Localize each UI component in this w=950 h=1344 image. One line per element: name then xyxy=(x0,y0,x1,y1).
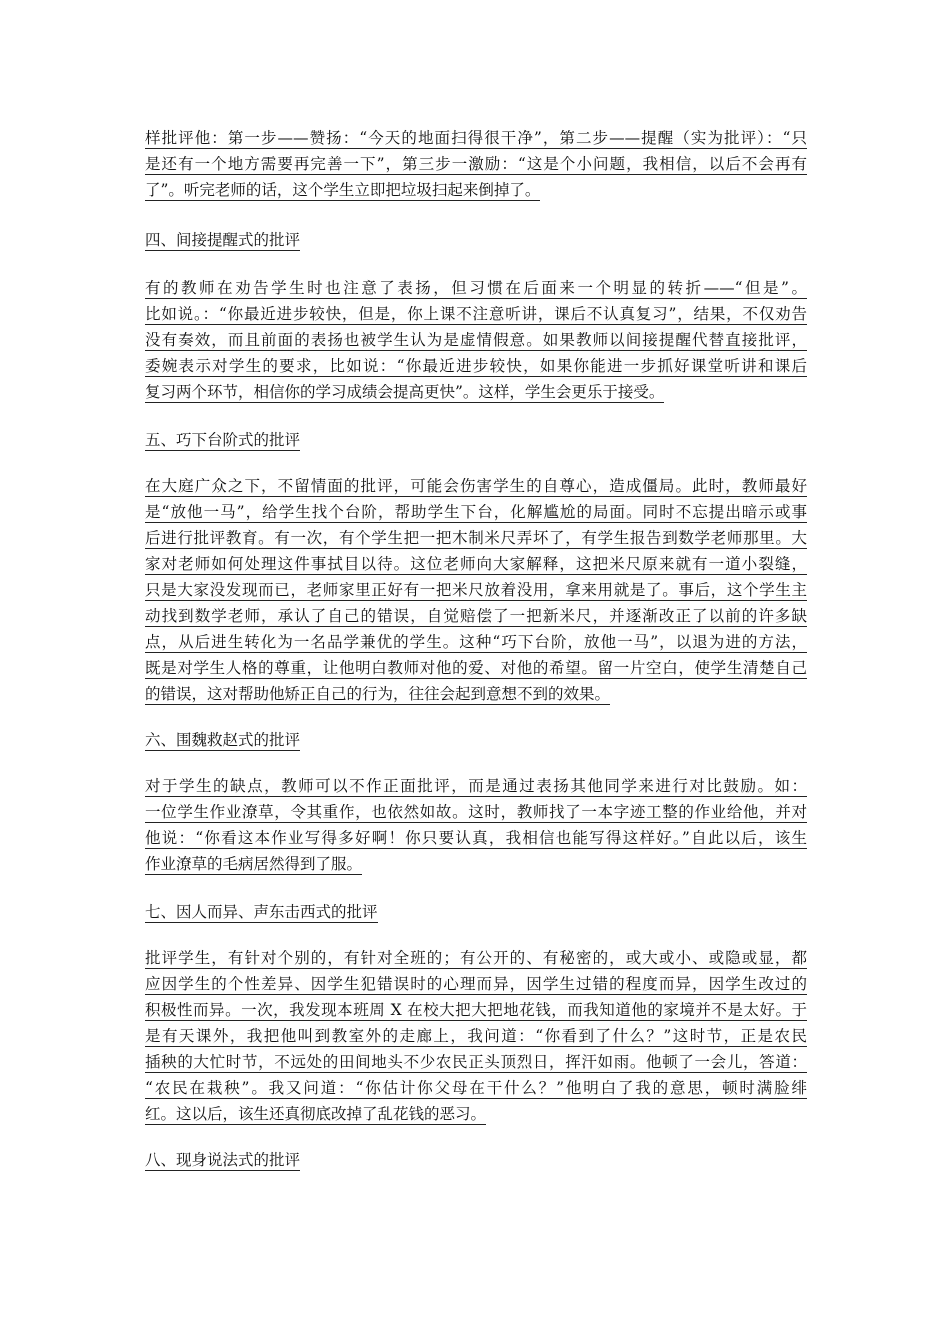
text-line: 批评学生，有针对个别的，有针对全班的；有公开的、有秘密的，或大或小、或隐或显，都 xyxy=(145,949,807,967)
text-line: “农民在栽秧”。我又问道：“你估计你父母在干什么？”他明白了我的意思，顿时满脸绯 xyxy=(145,1079,807,1097)
text-line: 样批评他：第一步——赞扬：“今天的地面扫得很干净”，第二步——提醒（实为批评）：“只 xyxy=(145,129,807,147)
paragraph-1 xyxy=(145,126,807,204)
section-heading-8: 八、现身说法式的批评 xyxy=(145,1151,301,1169)
text-line: 是“放他一马”，给学生找个台阶，帮助学生下台，化解尴尬的局面。同时不忘提出暗示或事 xyxy=(145,503,807,521)
text-line: 对于学生的缺点，教师可以不作正面批评，而是通过表扬其他同学来进行对比鼓励。如： xyxy=(145,777,807,795)
text-line: 复习两个环节，相信你的学习成绩会提高更快”。这样，学生会更乐于接受。 xyxy=(145,383,665,401)
section-heading-4: 四、间接提醒式的批评 xyxy=(145,231,301,249)
text-line: 是还有一个地方需要再完善一下”，第三步一激励：“这是个小问题，我相信，以后不会再有 xyxy=(145,155,807,173)
text-line: 的错误，这对帮助他矫正自己的行为，往往会起到意想不到的效果。 xyxy=(145,685,611,703)
text-line: 只是大家没发现而已，老师家里正好有一把米尺放着没用，拿来用就是了。事后，这个学生主 xyxy=(145,581,807,599)
paragraph-3 xyxy=(145,474,807,708)
text-line: 插秧的大忙时节，不远处的田间地头不少农民正头顶烈日，挥汗如雨。他顿了一会儿，答道： xyxy=(145,1053,807,1071)
text-line: 红。这以后，该生还真彻底改掉了乱花钱的恶习。 xyxy=(145,1105,487,1123)
paragraph-4 xyxy=(145,774,807,878)
paragraph-5 xyxy=(145,946,807,1128)
paragraph-2 xyxy=(145,276,807,406)
section-heading-7: 七、因人而异、声东击西式的批评 xyxy=(145,903,378,921)
text-line: 有的教师在劝告学生时也注意了表扬，但习惯在后面来一个明显的转折——“但是”。 xyxy=(145,279,807,297)
text-line: 是有天课外，我把他叫到教室外的走廊上，我问道：“你看到了什么？”这时节，正是农民 xyxy=(145,1027,807,1045)
text-line: 后进行批评教育。有一次，有个学生把一把木制米尺弄坏了，有学生报告到数学老师那里。大 xyxy=(145,529,807,547)
text-line: 了”。听完老师的话，这个学生立即把垃圾扫起来倒掉了。 xyxy=(145,181,541,199)
text-line: 积极性而异。一次，我发现本班周 X 在校大把大把地花钱，而我知道他的家境并不是太好。于 xyxy=(145,1001,807,1019)
text-line: 他说：“你看这本作业写得多好啊！你只要认真，我相信也能写得这样好。”自此以后，该生 xyxy=(145,829,807,847)
text-line: 比如说。：“你最近进步较快，但是，你上课不注意听讲，课后不认真复习”，结果，不仅劝告 xyxy=(145,305,807,323)
text-line: 应因学生的个性差异、因学生犯错误时的心理而异，因学生过错的程度而异，因学生改过的 xyxy=(145,975,807,993)
text-line: 一位学生作业潦草，令其重作，也依然如故。这时，教师找了一本字迹工整的作业给他，并对 xyxy=(145,803,807,821)
text-line: 点，从后进生转化为一名品学兼优的学生。这种“巧下台阶，放他一马”，以退为进的方法， xyxy=(145,633,807,651)
text-line: 没有奏效，而且前面的表扬也被学生认为是虚情假意。如果教师以间接提醒代替直接批评， xyxy=(145,331,807,349)
text-line: 委婉表示对学生的要求，比如说：“你最近进步较快，如果你能进一步抓好课堂听讲和课后 xyxy=(145,357,807,375)
text-line: 动找到数学老师，承认了自己的错误，自觉赔偿了一把新米尺，并逐渐改正了以前的许多缺 xyxy=(145,607,807,625)
text-line: 既是对学生人格的尊重，让他明白教师对他的爱、对他的希望。留一片空白，使学生清楚自己 xyxy=(145,659,807,677)
text-line: 作业潦草的毛病居然得到了服。 xyxy=(145,855,363,873)
text-line: 在大庭广众之下，不留情面的批评，可能会伤害学生的自尊心，造成僵局。此时，教师最好 xyxy=(145,477,807,495)
text-line: 家对老师如何处理这件事拭目以待。这位老师向大家解释，这把米尺原来就有一道小裂缝， xyxy=(145,555,807,573)
section-heading-5: 五、巧下台阶式的批评 xyxy=(145,431,301,449)
section-heading-6: 六、围魏救赵式的批评 xyxy=(145,731,301,749)
